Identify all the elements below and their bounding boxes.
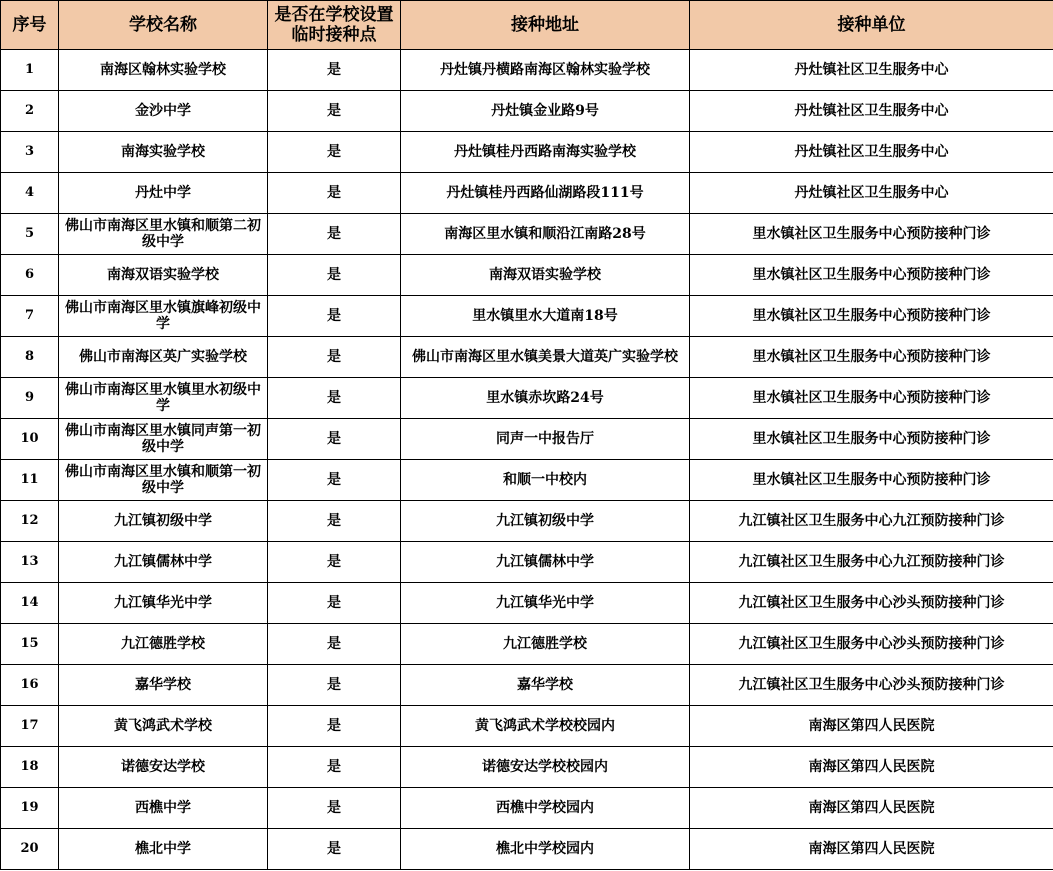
table-row [1, 91, 1053, 132]
cell-index: 18 [1, 747, 59, 788]
cell-unit: 南海区第四人民医院 [690, 788, 1053, 829]
cell-unit: 南海区第四人民医院 [690, 747, 1053, 788]
cell-temporary-site: 是 [268, 829, 401, 870]
table-row [1, 337, 1053, 378]
cell-index: 11 [1, 460, 59, 501]
header-address: 接种地址 [401, 1, 690, 50]
cell-address: 同声一中报告厅 [401, 419, 690, 460]
cell-unit: 里水镇社区卫生服务中心预防接种门诊 [690, 214, 1053, 255]
table-row [1, 542, 1053, 583]
cell-unit: 里水镇社区卫生服务中心预防接种门诊 [690, 419, 1053, 460]
cell-index: 17 [1, 706, 59, 747]
cell-index: 7 [1, 296, 59, 337]
cell-school-name: 丹灶中学 [59, 173, 268, 214]
cell-unit: 丹灶镇社区卫生服务中心 [690, 132, 1053, 173]
cell-index: 12 [1, 501, 59, 542]
cell-temporary-site: 是 [268, 50, 401, 91]
cell-temporary-site: 是 [268, 337, 401, 378]
cell-temporary-site: 是 [268, 296, 401, 337]
table-row [1, 706, 1053, 747]
cell-index: 1 [1, 50, 59, 91]
cell-school-name: 佛山市南海区里水镇旗峰初级中学 [59, 296, 268, 337]
cell-temporary-site: 是 [268, 419, 401, 460]
cell-index: 15 [1, 624, 59, 665]
cell-address: 诺德安达学校校园内 [401, 747, 690, 788]
cell-address: 黄飞鸿武术学校校园内 [401, 706, 690, 747]
cell-school-name: 九江镇华光中学 [59, 583, 268, 624]
table-row [1, 419, 1053, 460]
cell-index: 13 [1, 542, 59, 583]
cell-school-name: 九江德胜学校 [59, 624, 268, 665]
cell-unit: 丹灶镇社区卫生服务中心 [690, 50, 1053, 91]
cell-temporary-site: 是 [268, 255, 401, 296]
cell-index: 20 [1, 829, 59, 870]
cell-temporary-site: 是 [268, 214, 401, 255]
table-row [1, 788, 1053, 829]
cell-temporary-site: 是 [268, 173, 401, 214]
cell-school-name: 佛山市南海区里水镇同声第一初级中学 [59, 419, 268, 460]
cell-index: 3 [1, 132, 59, 173]
cell-temporary-site: 是 [268, 501, 401, 542]
cell-unit: 里水镇社区卫生服务中心预防接种门诊 [690, 296, 1053, 337]
cell-school-name: 佛山市南海区里水镇里水初级中学 [59, 378, 268, 419]
table-row [1, 132, 1053, 173]
cell-school-name: 九江镇儒林中学 [59, 542, 268, 583]
header-unit: 接种单位 [690, 1, 1053, 50]
cell-address: 九江镇初级中学 [401, 501, 690, 542]
cell-index: 9 [1, 378, 59, 419]
cell-school-name: 南海实验学校 [59, 132, 268, 173]
cell-school-name: 嘉华学校 [59, 665, 268, 706]
table-row [1, 255, 1053, 296]
cell-school-name: 黄飞鸿武术学校 [59, 706, 268, 747]
table-row [1, 747, 1053, 788]
table-row [1, 624, 1053, 665]
cell-address: 丹灶镇桂丹西路仙湖路段111号 [401, 173, 690, 214]
table-row [1, 173, 1053, 214]
cell-address: 和顺一中校内 [401, 460, 690, 501]
cell-address: 丹灶镇桂丹西路南海实验学校 [401, 132, 690, 173]
cell-address: 佛山市南海区里水镇美景大道英广实验学校 [401, 337, 690, 378]
cell-school-name: 佛山市南海区里水镇和顺第二初级中学 [59, 214, 268, 255]
cell-unit: 九江镇社区卫生服务中心九江预防接种门诊 [690, 542, 1053, 583]
cell-address: 九江镇儒林中学 [401, 542, 690, 583]
cell-address: 里水镇里水大道南18号 [401, 296, 690, 337]
cell-address: 南海区里水镇和顺沿江南路28号 [401, 214, 690, 255]
table-row [1, 501, 1053, 542]
cell-address: 丹灶镇金业路9号 [401, 91, 690, 132]
table-row [1, 665, 1053, 706]
cell-unit: 九江镇社区卫生服务中心沙头预防接种门诊 [690, 624, 1053, 665]
table-row [1, 296, 1053, 337]
cell-temporary-site: 是 [268, 665, 401, 706]
cell-school-name: 南海区翰林实验学校 [59, 50, 268, 91]
cell-unit: 里水镇社区卫生服务中心预防接种门诊 [690, 255, 1053, 296]
cell-index: 5 [1, 214, 59, 255]
cell-unit: 南海区第四人民医院 [690, 829, 1053, 870]
cell-address: 南海双语实验学校 [401, 255, 690, 296]
header-school-name: 学校名称 [59, 1, 268, 50]
cell-unit: 南海区第四人民医院 [690, 706, 1053, 747]
cell-index: 8 [1, 337, 59, 378]
cell-temporary-site: 是 [268, 542, 401, 583]
cell-index: 16 [1, 665, 59, 706]
cell-address: 嘉华学校 [401, 665, 690, 706]
cell-school-name: 佛山市南海区里水镇和顺第一初级中学 [59, 460, 268, 501]
table-row [1, 378, 1053, 419]
cell-index: 4 [1, 173, 59, 214]
cell-temporary-site: 是 [268, 624, 401, 665]
cell-unit: 九江镇社区卫生服务中心沙头预防接种门诊 [690, 665, 1053, 706]
cell-address: 西樵中学校园内 [401, 788, 690, 829]
cell-temporary-site: 是 [268, 460, 401, 501]
cell-school-name: 樵北中学 [59, 829, 268, 870]
cell-unit: 九江镇社区卫生服务中心九江预防接种门诊 [690, 501, 1053, 542]
cell-temporary-site: 是 [268, 378, 401, 419]
cell-address: 九江镇华光中学 [401, 583, 690, 624]
header-temporary-site: 是否在学校设置临时接种点 [268, 1, 401, 50]
cell-unit: 丹灶镇社区卫生服务中心 [690, 91, 1053, 132]
table-row [1, 583, 1053, 624]
cell-school-name: 九江镇初级中学 [59, 501, 268, 542]
cell-unit: 九江镇社区卫生服务中心沙头预防接种门诊 [690, 583, 1053, 624]
cell-index: 2 [1, 91, 59, 132]
cell-temporary-site: 是 [268, 583, 401, 624]
cell-temporary-site: 是 [268, 788, 401, 829]
header-index: 序号 [1, 1, 59, 50]
header-row [1, 1, 1053, 50]
cell-index: 10 [1, 419, 59, 460]
cell-temporary-site: 是 [268, 706, 401, 747]
cell-address: 丹灶镇丹横路南海区翰林实验学校 [401, 50, 690, 91]
table-row [1, 50, 1053, 91]
cell-unit: 里水镇社区卫生服务中心预防接种门诊 [690, 337, 1053, 378]
cell-unit: 里水镇社区卫生服务中心预防接种门诊 [690, 378, 1053, 419]
cell-temporary-site: 是 [268, 747, 401, 788]
cell-index: 19 [1, 788, 59, 829]
cell-school-name: 金沙中学 [59, 91, 268, 132]
cell-address: 九江德胜学校 [401, 624, 690, 665]
cell-school-name: 诺德安达学校 [59, 747, 268, 788]
table-row [1, 829, 1053, 870]
cell-temporary-site: 是 [268, 91, 401, 132]
cell-index: 6 [1, 255, 59, 296]
cell-address: 里水镇赤坎路24号 [401, 378, 690, 419]
table-row [1, 214, 1053, 255]
cell-unit: 里水镇社区卫生服务中心预防接种门诊 [690, 460, 1053, 501]
table-row [1, 460, 1053, 501]
cell-index: 14 [1, 583, 59, 624]
cell-school-name: 南海双语实验学校 [59, 255, 268, 296]
cell-school-name: 西樵中学 [59, 788, 268, 829]
cell-temporary-site: 是 [268, 132, 401, 173]
cell-unit: 丹灶镇社区卫生服务中心 [690, 173, 1053, 214]
cell-school-name: 佛山市南海区英广实验学校 [59, 337, 268, 378]
cell-address: 樵北中学校园内 [401, 829, 690, 870]
